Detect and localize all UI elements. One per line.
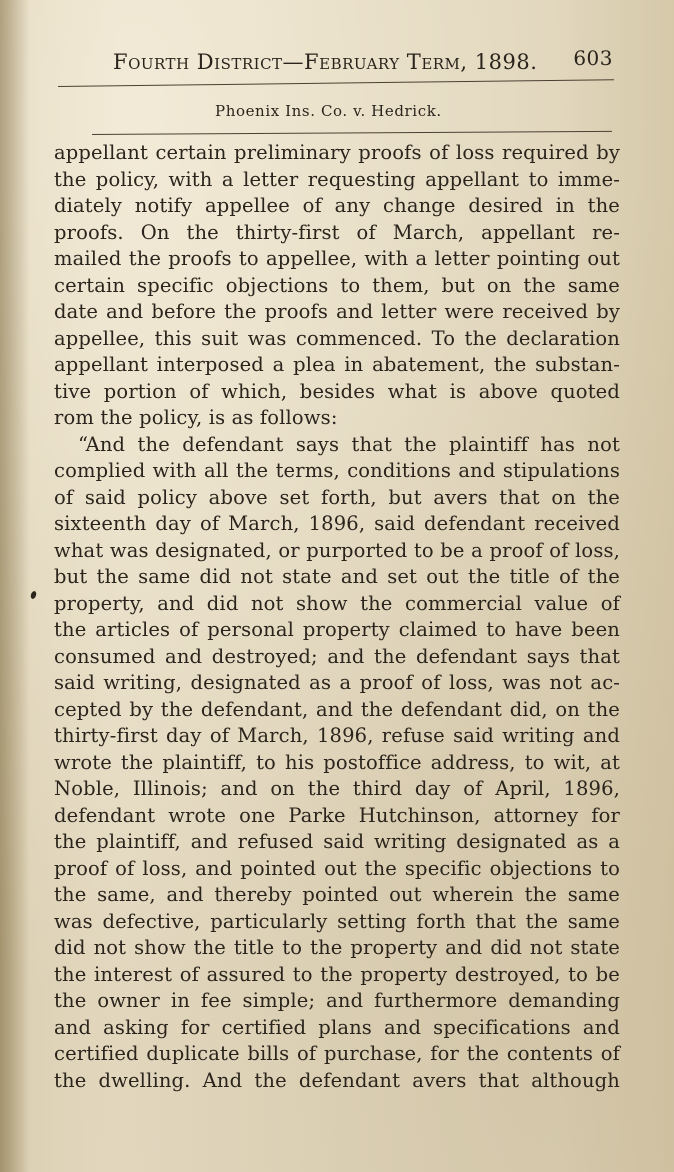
text-line: the policy, with a letter requesting appellant to imme- <box>54 167 620 191</box>
text-line: defendant wrote one Parke Hutchinson, attorney for <box>54 803 620 827</box>
text-line: and asking for certified plans and specifications and <box>54 1015 620 1039</box>
text-line: cepted by the defendant, and the defendant did, on the <box>54 697 620 721</box>
text-line: wrote the plaintiff, to his postoffice address, to wit, at <box>54 750 620 774</box>
text-line: rom the policy, is as follows: <box>54 406 338 429</box>
text-line: appellant interposed a plea in abatement, the substan- <box>54 353 620 376</box>
text-line: appellee, this suit was commenced. To the declaration <box>54 326 620 350</box>
header-rule <box>58 79 614 87</box>
case-title-rule <box>92 131 612 135</box>
binding-shadow <box>0 0 30 1172</box>
text-line: sixteenth day of March, 1896, said defendant received <box>54 512 620 535</box>
text-line: the plaintiff, and refused said writing designated as a <box>54 830 620 853</box>
text-line: certain specific objections to them, but on the same <box>54 273 620 297</box>
text-line: the same, and thereby pointed out wherein the same <box>54 883 620 906</box>
text-line: the interest of assured to the property destroyed, to be <box>54 962 620 986</box>
text-line: but the same did not state and set out the title of the <box>54 565 620 588</box>
text-line: property, and did not show the commercial value of <box>54 591 620 615</box>
text-line: consumed and destroyed; and the defendant says that <box>54 644 620 668</box>
text-line: Noble, Illinois; and on the third day of April, 1896, <box>54 777 620 800</box>
text-line: what was designated, or purported to be a proof of loss, <box>54 538 620 562</box>
text-line: of said policy above set forth, but avers that on the <box>54 485 620 509</box>
text-line: the articles of personal property claimed to have been <box>54 618 620 641</box>
text-line: proofs. On the thirty-first of March, appellant re- <box>54 220 620 244</box>
text-line: mailed the proofs to appellee, with a letter pointing out <box>54 247 620 270</box>
ink-mark <box>30 590 37 599</box>
text-line: complied with all the terms, conditions and stipulations <box>54 459 620 482</box>
text-line: diately notify appellee of any change desired in the <box>54 194 620 217</box>
text-line: date and before the proofs and letter were received by <box>54 300 620 323</box>
text-line: the owner in fee simple; and furthermore demanding <box>54 989 620 1012</box>
text-line: the dwelling. And the defendant avers that although <box>54 1068 620 1092</box>
text-line: tive portion of which, besides what is above quoted <box>54 379 620 403</box>
text-line: said writing, designated as a proof of loss, was not ac- <box>54 671 620 694</box>
running-title: Fourth District—February Term, 1898. <box>113 50 538 74</box>
running-head <box>113 46 613 80</box>
text-line: did not show the title to the property and did not state <box>54 936 620 959</box>
case-title: Phoenix Ins. Co. v. Hedrick. <box>215 102 442 120</box>
text-line: appellant certain preliminary proofs of loss required by <box>54 141 620 164</box>
text-line: certified duplicate bills of purchase, for the contents of <box>54 1042 620 1065</box>
text-line: thirty-first day of March, 1896, refuse said writing and <box>54 724 620 747</box>
text-line: proof of loss, and pointed out the specific objections to <box>54 856 620 880</box>
page-number: 603 <box>573 46 613 70</box>
body-text <box>54 140 620 1094</box>
text-line: was defective, particularly setting forth that the same <box>54 909 620 933</box>
text-line: “And the defendant says that the plaintiff has not <box>78 432 620 456</box>
